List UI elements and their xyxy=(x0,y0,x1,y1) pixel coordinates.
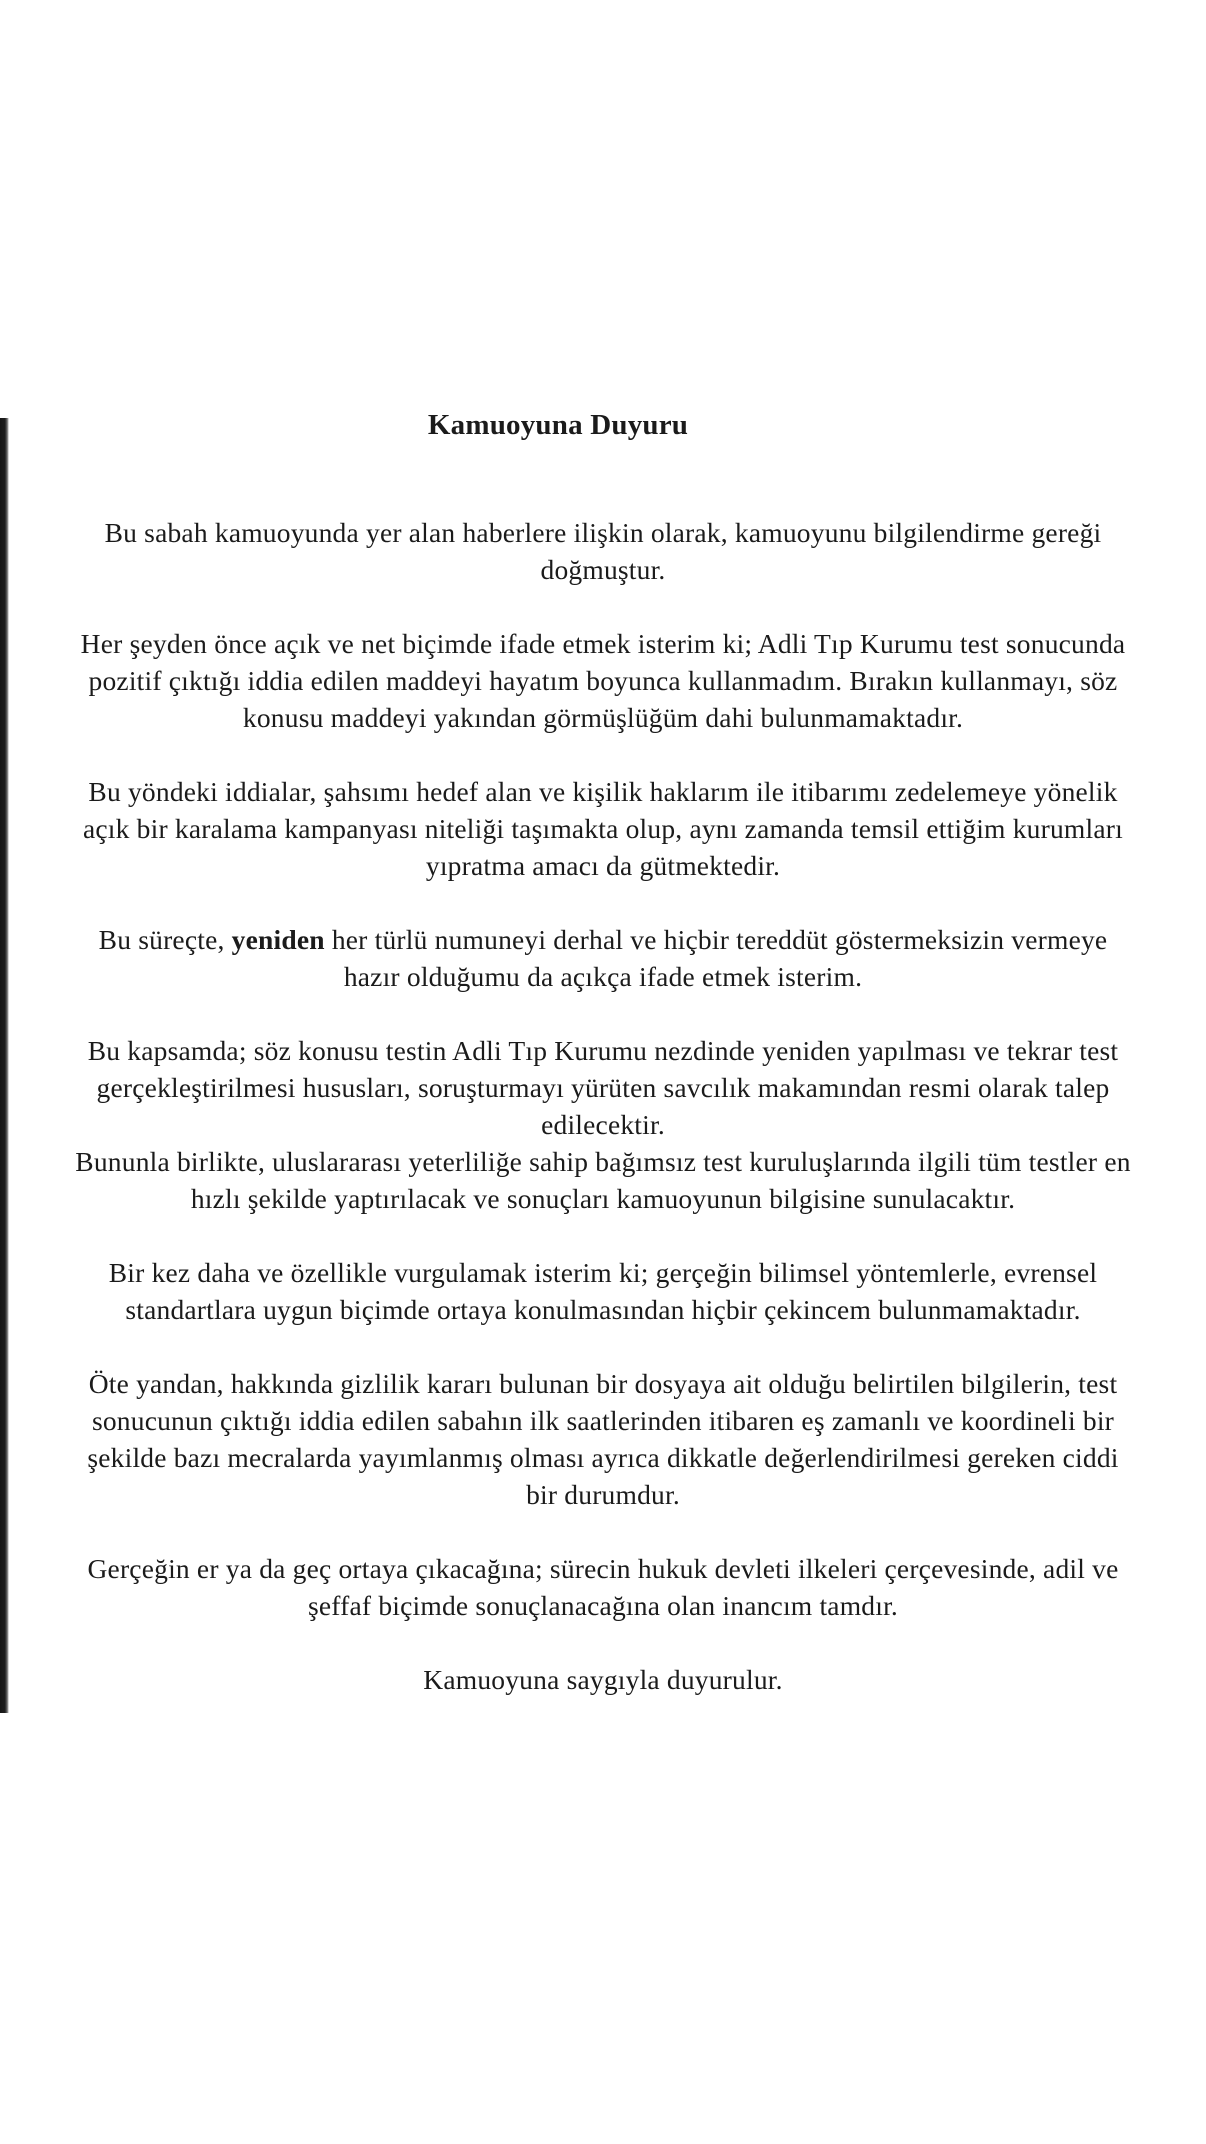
paragraph-smear-campaign xyxy=(36,773,1170,884)
paragraph-closing xyxy=(36,1661,1170,1698)
paragraph-sample-offer xyxy=(36,921,1170,995)
scan-edge-artifact xyxy=(0,418,9,1713)
text-line: konusu maddeyi yakından görmüşlüğüm dahi bulunmamaktadır. xyxy=(242,702,964,733)
text-line: bir durumdur. xyxy=(526,1479,680,1510)
paragraph-intro xyxy=(36,514,1170,588)
paragraph-retest-request xyxy=(36,1032,1170,1217)
text-line: açık bir karalama kampanyası niteliği taşımakta olup, aynı zamanda temsil ettiğim kurumları xyxy=(83,813,1123,844)
text-line: yıpratma amacı da gütmektedir. xyxy=(425,850,781,881)
text-line: Bu yöndeki iddialar, şahsımı hedef alan ve kişilik haklarım ile itibarımı zedelemeye yönelik xyxy=(88,776,1118,807)
text-line: sonucunun çıktığı iddia edilen sabahın ilk saatlerinden itibaren eş zamanlı ve koordineli bir xyxy=(91,1405,1115,1436)
text-line: Bu kapsamda; söz konusu testin Adli Tıp Kurumu nezdinde yeniden yapılması ve tekrar test xyxy=(87,1035,1119,1066)
text-line: Bir kez daha ve özellikle vurgulamak isterim ki; gerçeğin bilimsel yöntemlerle, evrensel xyxy=(108,1257,1098,1288)
text-line-rich xyxy=(36,921,1170,958)
paragraph-trust-in-justice xyxy=(36,1550,1170,1624)
text-segment: Bu süreçte, xyxy=(98,924,232,955)
text-line: pozitif çıktığı iddia edilen maddeyi hayatım boyunca kullanmadım. Bırakın kullanmayı, söz xyxy=(88,665,1118,696)
text-line: şeffaf biçimde sonuçlanacağına olan inancım tamdır. xyxy=(307,1590,899,1621)
announcement-body xyxy=(36,406,1170,1698)
text-line: standartlara uygun biçimde ortaya konulmasından hiçbir çekincem bulunmamaktadır. xyxy=(125,1294,1081,1325)
paragraph-confidentiality-concern xyxy=(36,1365,1170,1513)
text-line: edilecektir. xyxy=(541,1109,665,1140)
text-line: doğmuştur. xyxy=(540,554,666,585)
paragraph-scientific-emphasis xyxy=(36,1254,1170,1328)
text-segment: her türlü numuneyi derhal ve hiçbir tereddüt göstermeksizin vermeye xyxy=(324,924,1108,955)
text-line: Gerçeğin er ya da geç ortaya çıkacağına; sürecin hukuk devleti ilkeleri çerçevesinde, adil ve xyxy=(87,1553,1119,1584)
text-line: Her şeyden önce açık ve net biçimde ifade etmek isterim ki; Adli Tıp Kurumu test sonucunda xyxy=(80,628,1126,659)
text-line: Bu sabah kamuoyunda yer alan haberlere ilişkin olarak, kamuoyunu bilgilendirme gereği xyxy=(104,517,1102,548)
text-line: Bununla birlikte, uluslararası yeterliliğe sahip bağımsız test kuruluşlarında ilgili tüm testler en xyxy=(75,1146,1131,1177)
bold-word: yeniden xyxy=(231,924,325,955)
text-line: gerçekleştirilmesi hususları, soruşturmayı yürüten savcılık makamından resmi olarak talep xyxy=(96,1072,1110,1103)
text-line: Kamuoyuna saygıyla duyurulur. xyxy=(423,1664,783,1695)
text-line: hazır olduğumu da açıkça ifade etmek isterim. xyxy=(343,961,863,992)
text-line: Öte yandan, hakkında gizlilik kararı bulunan bir dosyaya ait olduğu belirtilen bilgilerin, test xyxy=(88,1368,1118,1399)
text-line: hızlı şekilde yaptırılacak ve sonuçları kamuoyunun bilgisine sunulacaktır. xyxy=(190,1183,1016,1214)
text-line: şekilde bazı mecralarda yayımlanmış olması ayrıca dikkatle değerlendirilmesi gereken ciddi xyxy=(87,1442,1119,1473)
paragraph-denial xyxy=(36,625,1170,736)
announcement-title: Kamuoyuna Duyuru xyxy=(427,409,689,441)
